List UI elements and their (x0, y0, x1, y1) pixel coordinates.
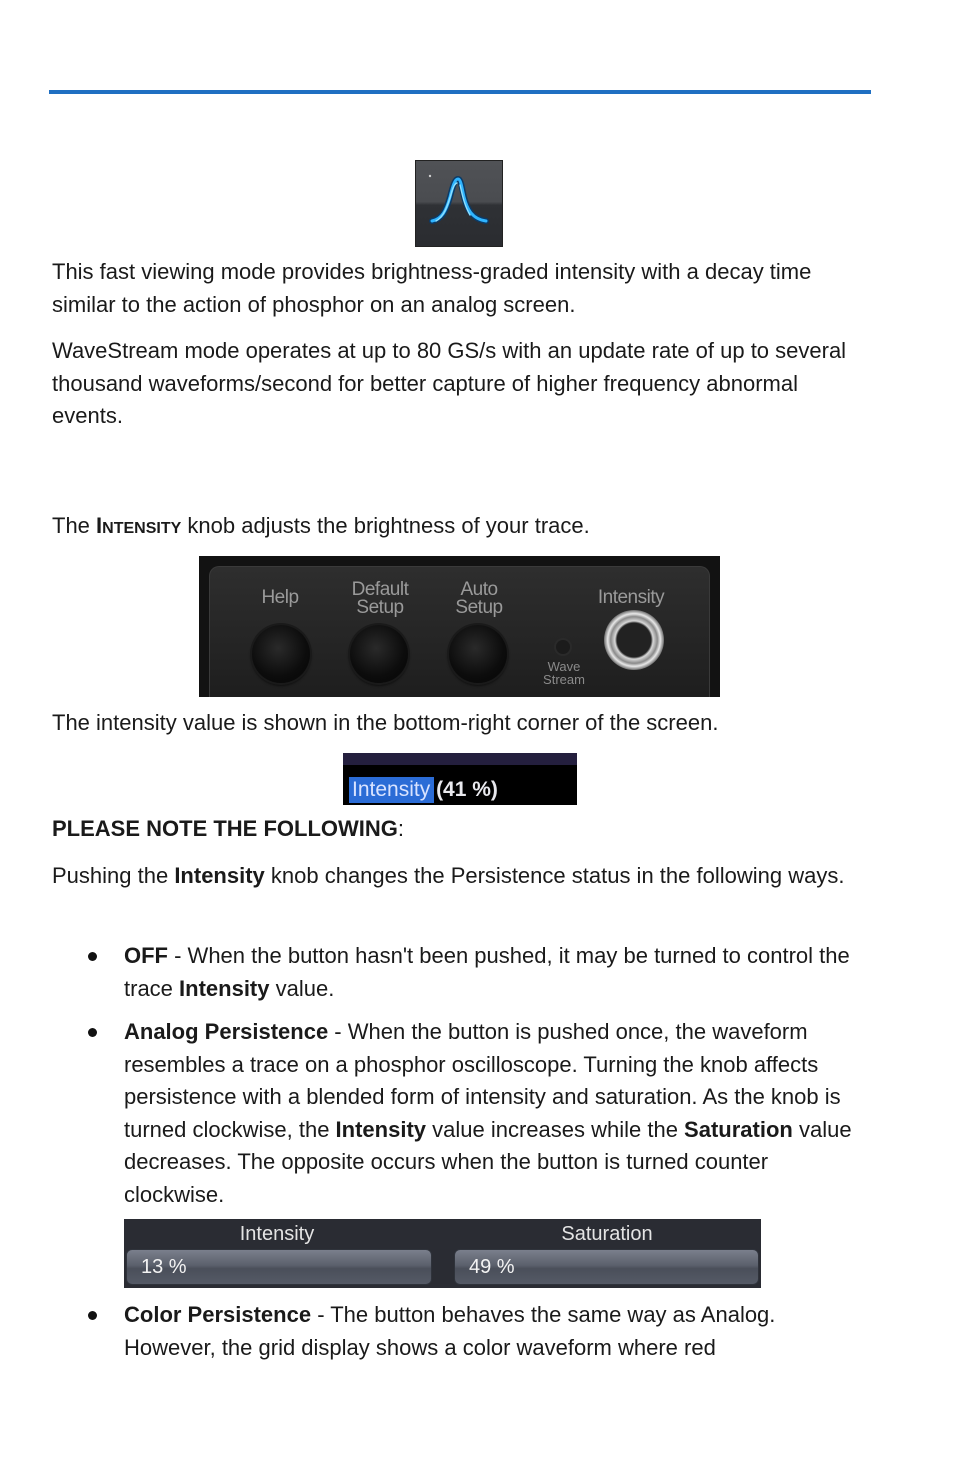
help-label: Help (261, 587, 299, 608)
bullet-term: Analog Persistence (124, 1019, 329, 1044)
text-segment: - When the button is pushed once, the waveform resembles a trace on a phosphor oscilloscope. Turning the knob affects persistence with a blended form of intensity and saturation. As the knob is turned clockwise, the (124, 1019, 841, 1142)
bullet-dot (88, 1028, 97, 1037)
intensity-field-value: 13 % (141, 1256, 187, 1278)
saturation-field[interactable] (454, 1249, 759, 1285)
wavestream-icon (415, 160, 503, 247)
bullet-term: OFF (124, 943, 168, 968)
saturation-header: Saturation (561, 1223, 653, 1245)
label-line: Auto (460, 579, 498, 600)
intensity-header: Intensity (239, 1223, 315, 1245)
header-rule (49, 90, 871, 94)
text-segment: - The button behaves the same way as Analog. However, the grid display shows a color waveform where red (124, 1302, 776, 1360)
help-button[interactable] (252, 625, 310, 683)
label-line: Stream (543, 672, 585, 687)
text-bold: Intensity (174, 863, 265, 888)
label-line: Setup (455, 597, 503, 618)
text-segment: - When the button hasn't been pushed, it may be turned to control the trace (124, 943, 850, 1001)
waveform-peak-icon (416, 161, 502, 246)
text-segment: value. (269, 975, 335, 1001)
text-bold: Saturation (684, 1116, 793, 1142)
intensity-readout (343, 753, 577, 805)
bullet-color-persistence (124, 1299, 869, 1364)
note-heading (52, 813, 872, 846)
text-segment: knob adjusts the brightness of your trace. (181, 513, 590, 538)
wavestream-label (535, 660, 593, 686)
text-segment: value increases while the (426, 1116, 685, 1142)
text-segment: value decreases. The opposite occurs when the button is turned counter clockwise. (124, 1116, 852, 1207)
paragraph-pushing (52, 860, 872, 893)
label-line: Setup (356, 597, 404, 618)
readout-bar (343, 753, 577, 765)
bullet-off (124, 940, 869, 1005)
readout-text (352, 777, 498, 803)
text-segment: Pushing the (52, 863, 175, 888)
bullet-analog-persistence (124, 1016, 869, 1211)
bullet-dot (88, 1311, 97, 1320)
auto-setup-button[interactable] (449, 625, 507, 683)
default-setup-button[interactable] (350, 625, 408, 683)
text-segment: The (52, 513, 97, 538)
bullet-dot (88, 952, 97, 961)
paragraph-intensity-value: The intensity value is shown in the bottom-right corner of the screen. (52, 710, 719, 735)
text-bold: Intensity (179, 975, 270, 1001)
readout-label: Intensity (352, 778, 431, 801)
paragraph-phosphor: This fast viewing mode provides brightness-graded intensity with a decay time similar to the action of phosphor on an analog screen. (52, 259, 812, 317)
note-bold: PLEASE NOTE THE FOLLOWING (52, 816, 398, 841)
note-colon: : (397, 816, 405, 841)
label-line: Default (351, 579, 409, 600)
text-bold: Intensity (335, 1116, 427, 1142)
intensity-smallcaps (96, 513, 181, 538)
auto-setup-label (446, 581, 512, 617)
label-line: Wave (547, 659, 581, 674)
text-segment: I (96, 513, 103, 538)
bullet-term: Color Persistence (124, 1302, 312, 1327)
saturation-field-value: 49 % (469, 1256, 515, 1278)
text-segment: knob changes the Persistence status in the following ways. (264, 863, 845, 888)
default-setup-label (342, 581, 418, 617)
paragraph-intensity-knob (52, 510, 872, 546)
wavestream-led[interactable] (556, 640, 570, 654)
paragraph-wavestream-rate: WaveStream mode operates at up to 80 GS/s with an update rate of up to several thousand waveforms/second for better capture of higher frequency abnormal events. (52, 338, 847, 428)
readout-value: (41 %) (436, 778, 498, 801)
text-segment: NTENSITY (102, 520, 182, 537)
intensity-knob[interactable] (604, 610, 664, 670)
intensity-saturation-strip (124, 1219, 761, 1288)
intensity-knob-label: Intensity (597, 587, 665, 608)
intensity-field[interactable] (126, 1249, 432, 1285)
